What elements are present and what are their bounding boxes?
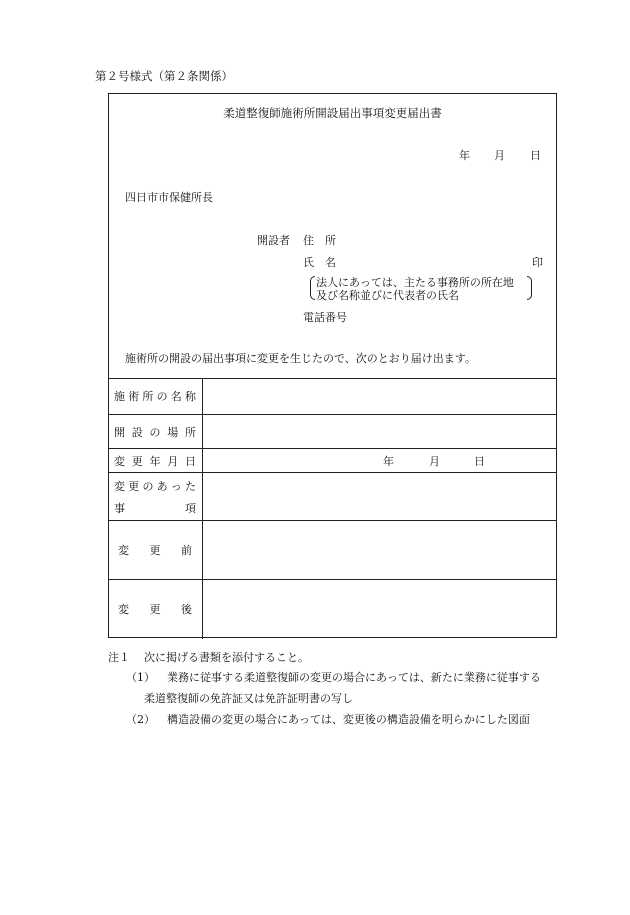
corporation-note-line2: 及び名称並びに代表者の氏名: [316, 289, 459, 302]
note-intro: 次に掲げる書類を添付すること。: [144, 651, 309, 664]
form-number: 第２号様式（第２条関係）: [95, 69, 233, 83]
date-year-label: 年: [459, 149, 470, 162]
change-date-day: 日: [474, 455, 485, 468]
table-row-change-date: [108, 448, 557, 473]
note-item1-line1: 業務に従事する柔道整復師の変更の場合にあっては、新たに業務に従事する: [167, 671, 541, 684]
name-label: 氏 名: [303, 256, 336, 269]
location-value: [203, 415, 557, 449]
changed-item-label-line2a: 事: [114, 502, 125, 515]
table-row-changed-item: [108, 472, 557, 521]
change-date-month: 月: [429, 455, 440, 468]
note-item2-marker: （2）: [126, 713, 155, 726]
phone-label: 電話番号: [303, 311, 347, 324]
change-date-year: 年: [383, 455, 394, 468]
table-row-before: [108, 520, 557, 580]
change-date-label: 変更年月日: [114, 455, 196, 468]
date-day-label: 日: [530, 149, 541, 162]
changed-item-label-line2b: 項: [185, 502, 196, 515]
note-item1-marker: （1）: [126, 671, 155, 684]
table-row-after: [108, 579, 557, 639]
table-row-facility-name: [108, 378, 557, 415]
address-label: 住 所: [303, 234, 336, 247]
seal-mark: 印: [532, 256, 543, 269]
changed-item-value: [203, 473, 557, 521]
changed-item-label-line1: 変更のあった: [114, 480, 196, 493]
location-label: 開設の場所: [114, 426, 196, 439]
before-value: [203, 521, 557, 580]
facility-name-label: 施術所の名称: [114, 390, 196, 403]
statement: 施術所の開設の届出事項に変更を生じたので、次のとおり届け出ます。: [125, 352, 476, 365]
after-label: 変更後: [118, 603, 192, 616]
before-label: 変更前: [118, 544, 192, 557]
addressee: 四日市市保健所長: [125, 191, 213, 204]
right-bracket: [527, 276, 532, 300]
corporation-note-line1: 法人にあっては、主たる事務所の所在地: [316, 276, 514, 289]
form-title: 柔道整復師施術所開設届出事項変更届出書: [223, 106, 442, 120]
facility-name-value: [203, 379, 557, 415]
note-heading: 注１: [108, 651, 130, 664]
applicant-label: 開設者: [257, 234, 290, 247]
date-month-label: 月: [494, 149, 505, 162]
change-date-value: [203, 449, 557, 473]
note-item1-line2: 柔道整復師の免許証又は免許証明書の写し: [144, 692, 353, 705]
table-row-location: [108, 414, 557, 449]
note-item2-line1: 構造設備の変更の場合にあっては、変更後の構造設備を明らかにした図面: [167, 713, 530, 726]
left-bracket: [310, 276, 315, 300]
after-value: [203, 580, 557, 639]
corporation-note: [310, 276, 532, 302]
